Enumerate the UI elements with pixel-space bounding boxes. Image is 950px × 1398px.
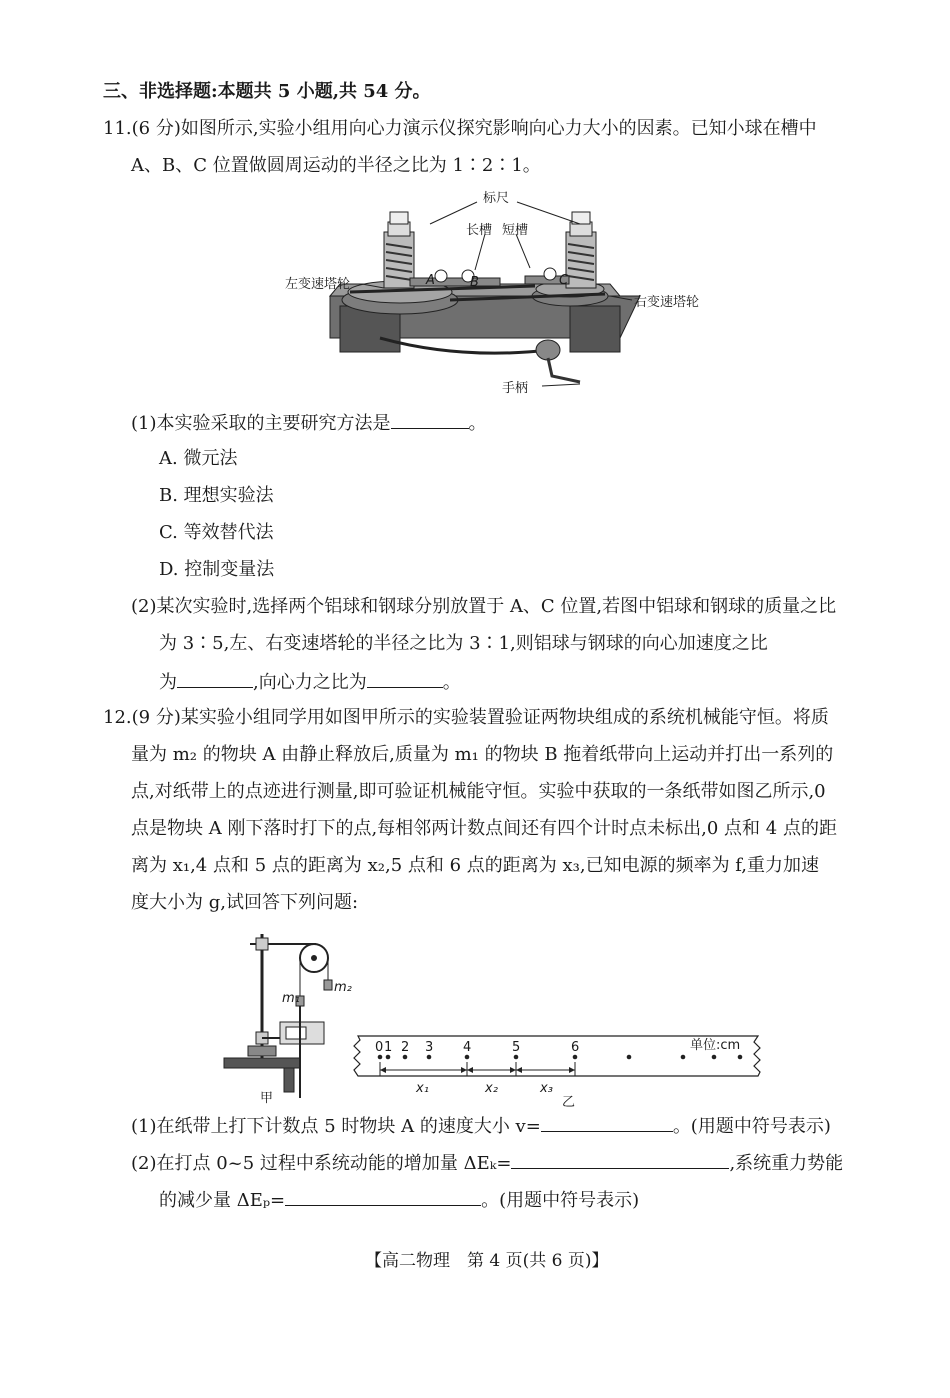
q12-part1 xyxy=(131,1113,831,1139)
q11-number: 11. xyxy=(103,118,132,139)
q11-option-c: C. 等效替代法 xyxy=(159,522,274,543)
label-long-slot: 长槽 xyxy=(466,223,493,238)
q12-number: 12. xyxy=(103,707,132,728)
tape-dot-6 xyxy=(573,1055,578,1060)
tape-dot-extra-1 xyxy=(627,1055,632,1060)
q11-points: (6 分) xyxy=(131,118,181,139)
q12-part1-end: 。(用题中符号表示) xyxy=(672,1116,831,1137)
q12-part2-line1 xyxy=(131,1150,843,1176)
q11-part1-text: (1)本实验采取的主要研究方法是 xyxy=(131,413,391,434)
tape-dot-2 xyxy=(403,1055,408,1060)
q11-part1 xyxy=(131,410,487,436)
tape-dot-extra-2 xyxy=(681,1055,686,1060)
q11-part2-line2: 为 3∶5,左、右变速塔轮的半径之比为 3∶1,则铝球与钢球的向心加速度之比 xyxy=(159,633,768,654)
q12-stem-text: 某实验小组同学用如图甲所示的实验装置验证两物块组成的系统机械能守恒。将质 xyxy=(180,707,829,728)
label-m1: m₁ xyxy=(282,991,300,1006)
q11-part1-answer-blank[interactable] xyxy=(391,410,469,429)
q11-part1-end: 。 xyxy=(468,413,487,434)
q11-stem-text: 如图所示,实验小组用向心力演示仪探究影响向心力大小的因素。已知小球在槽中 xyxy=(180,118,817,139)
q12-stem-line2: 量为 m₂ 的物块 A 由静止释放后,质量为 m₁ 的物块 B 拖着纸带向上运动并打出一系列的 xyxy=(131,744,834,765)
q12-stem-line5: 离为 x₁,4 点和 5 点的距离为 x₂,5 点和 6 点的距离为 x₃,已知电源的频率为 f,重力加速 xyxy=(131,855,820,876)
tape-dot-3 xyxy=(427,1055,432,1060)
tape-x3-label: x₃ xyxy=(540,1081,553,1096)
mass-pulley-apparatus-figure xyxy=(220,928,360,1106)
q12-part1-text: (1)在纸带上打下计数点 5 时物块 A 的速度大小 v= xyxy=(131,1116,541,1137)
label-position-c: C xyxy=(559,273,569,288)
tape-dot-1 xyxy=(386,1055,391,1060)
q12-kinetic-energy-blank[interactable] xyxy=(511,1150,729,1169)
q11-part2-text-a: 为 xyxy=(159,672,177,693)
tape-dot-5 xyxy=(514,1055,519,1060)
tape-label-5: 5 xyxy=(512,1040,521,1055)
label-right-wheel: 右变速塔轮 xyxy=(634,295,700,310)
q12-stem-line6: 度大小为 g,试回答下列问题: xyxy=(131,892,359,913)
q11-part2-line3 xyxy=(159,669,461,695)
page-footer: 【高二物理 第 4 页(共 6 页)】 xyxy=(365,1251,609,1271)
tape-label-0: 0 xyxy=(375,1040,384,1055)
tape-label-1: 1 xyxy=(384,1040,393,1055)
q11-part2-line1: (2)某次实验时,选择两个铝球和钢球分别放置于 A、C 位置,若图中铝球和钢球的质量之比 xyxy=(131,596,837,617)
q11-option-a: A. 微元法 xyxy=(159,448,238,469)
q12-part2-line2 xyxy=(159,1187,639,1213)
label-short-slot: 短槽 xyxy=(502,223,529,238)
q11-part2-text-c: 。 xyxy=(442,672,461,693)
q12-stem-line3: 点,对纸带上的点迹进行测量,即可验证机械能守恒。实验中获取的一条纸带如图乙所示,0 xyxy=(131,781,826,802)
label-m2: m₂ xyxy=(334,980,352,995)
label-handle: 手柄 xyxy=(502,381,529,396)
q11-part2-text-b: ,向心力之比为 xyxy=(253,672,367,693)
label-left-wheel: 左变速塔轮 xyxy=(285,277,351,292)
label-position-a: A xyxy=(426,273,435,288)
tape-label-4: 4 xyxy=(463,1040,472,1055)
tape-dot-4 xyxy=(465,1055,470,1060)
section-header: 三、非选择题:本题共 5 小题,共 54 分。 xyxy=(103,81,431,102)
q11-option-d: D. 控制变量法 xyxy=(159,559,275,580)
q12-velocity-blank[interactable] xyxy=(541,1113,673,1132)
tape-x2-label: x₂ xyxy=(485,1081,498,1096)
q12-part2-text-d: 。(用题中符号表示) xyxy=(481,1190,640,1211)
label-ruler: 标尺 xyxy=(483,191,510,206)
label-yi: 乙 xyxy=(562,1095,576,1110)
label-position-b: B xyxy=(470,275,479,290)
tape-unit-label: 单位:cm xyxy=(690,1038,741,1053)
q12-potential-energy-blank[interactable] xyxy=(285,1187,481,1206)
paper-tape-figure xyxy=(350,1030,770,1110)
tape-label-3: 3 xyxy=(425,1040,434,1055)
tape-dot-0 xyxy=(378,1055,383,1060)
q11-acceleration-ratio-blank[interactable] xyxy=(177,669,253,688)
q12-stem-line4: 点是物块 A 刚下落时打下的点,每相邻两计数点间还有四个计时点未标出,0 点和 4 点的距 xyxy=(131,818,837,839)
tape-label-2: 2 xyxy=(401,1040,410,1055)
tape-dot-extra-3 xyxy=(712,1055,717,1060)
q12-points: (9 分) xyxy=(131,707,181,728)
q11-force-ratio-blank[interactable] xyxy=(367,669,443,688)
tape-label-6: 6 xyxy=(571,1040,580,1055)
q12-part2-text-a: (2)在打点 0~5 过程中系统动能的增加量 ΔEₖ= xyxy=(131,1153,512,1174)
q12-stem-line1 xyxy=(103,706,829,730)
tape-dot-extra-4 xyxy=(738,1055,743,1060)
q12-part2-text-c: 的减少量 ΔEₚ= xyxy=(159,1190,286,1211)
q11-stem-line2: A、B、C 位置做圆周运动的半径之比为 1∶2∶1。 xyxy=(131,155,541,176)
q11-stem-line1 xyxy=(103,117,817,141)
q12-part2-text-b: ,系统重力势能 xyxy=(729,1153,844,1174)
tape-x1-label: x₁ xyxy=(416,1081,429,1096)
centripetal-apparatus-figure xyxy=(280,188,720,400)
q11-option-b: B. 理想实验法 xyxy=(159,485,274,506)
label-jia: 甲 xyxy=(260,1091,274,1106)
